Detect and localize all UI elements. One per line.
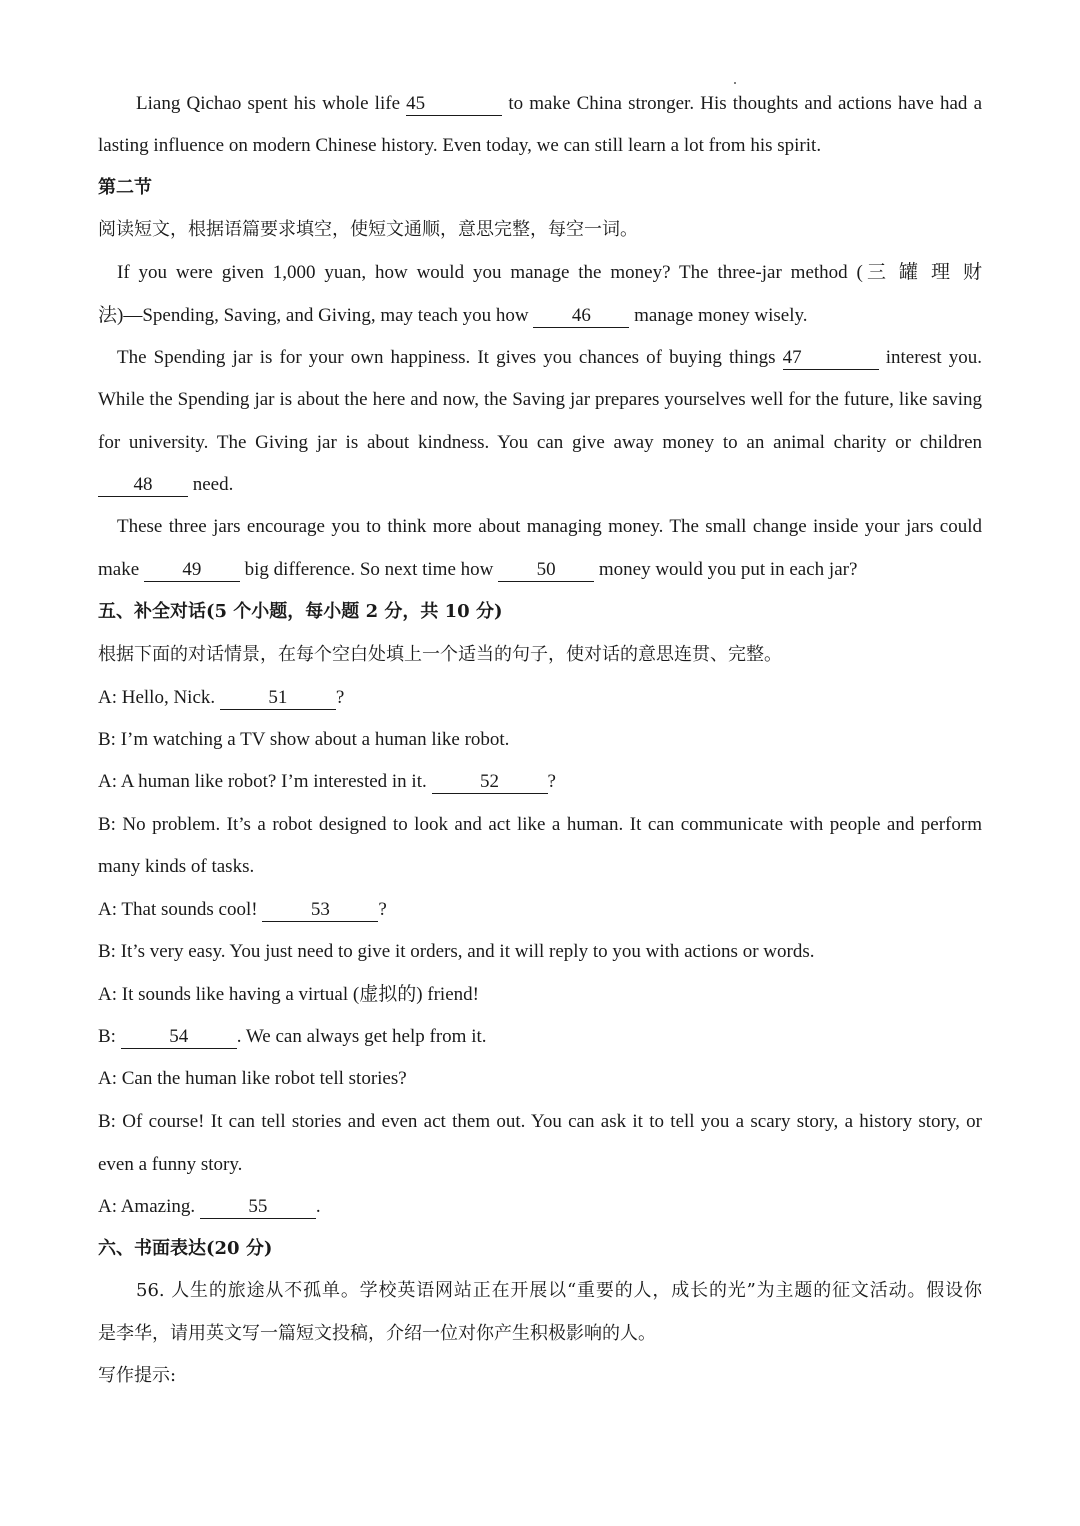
dialogue-line-5: many kinds of tasks. (98, 856, 255, 877)
dialogue-line-2: B: I’m watching a TV show about a human like robot. (98, 729, 510, 750)
blank-46[interactable]: 46 (533, 305, 629, 328)
cloze-line-1: If you were given 1,000 yuan, how would you manage the money? The three-jar method (三 罐 理 财 (117, 262, 982, 283)
cloze-line-8: make 49 big difference. So next time how 50 money would you put in each jar? (98, 559, 858, 580)
part5-title: 五、补全对话(5 个小题，每小题 2 分，共 10 分) (98, 601, 503, 622)
blank-48[interactable]: 48 (98, 474, 188, 497)
blank-50[interactable]: 50 (498, 559, 594, 582)
passage-line-1: Liang Qichao spent his whole life 45 to make China stronger. His thoughts and actions have had a (136, 93, 983, 114)
part6-title: 六、书面表达(20 分) (98, 1238, 273, 1259)
passage-line-2: lasting influence on modern Chinese history. Even today, we can still learn a lot from his spirit. (98, 135, 822, 156)
dialogue-line-9: B: 54 . We can always get help from it. (98, 1026, 487, 1047)
part5-instruction: 根据下面的对话情景，在每个空白处填上一个适当的句子，使对话的意思连贯、完整。 (98, 644, 782, 665)
blank-47[interactable]: 47 (783, 347, 879, 370)
question-56-line-2: 是李华，请用英文写一篇短文投稿，介绍一位对你产生积极影响的人。 (98, 1323, 656, 1344)
dialogue-line-3: A: A human like robot? I’m interested in it. 52 ? (98, 771, 556, 792)
dialogue-line-10: A: Can the human like robot tell stories? (98, 1068, 407, 1089)
dialogue-line-7: B: It’s very easy. You just need to give it orders, and it will reply to you with actions or words. (98, 941, 815, 962)
blank-54[interactable]: 54 (121, 1026, 237, 1049)
blank-55[interactable]: 55 (200, 1196, 316, 1219)
cloze-line-6: 48 need. (98, 471, 982, 499)
dialogue-line-6: A: That sounds cool! 53 ? (98, 899, 387, 920)
dialogue-line-12: even a funny story. (98, 1154, 243, 1175)
cloze-line-4: While the Spending jar is about the here and now, the Saving jar prepares yourselves well for the future, like saving (98, 389, 982, 410)
cloze-line-3: The Spending jar is for your own happiness. It gives you chances of buying things 47 interest you. (117, 347, 983, 368)
section-title: 第二节 (98, 177, 152, 198)
blank-49[interactable]: 49 (144, 559, 240, 582)
section-instruction: 阅读短文，根据语篇要求填空，使短文通顺，意思完整，每空一词。 (98, 219, 638, 240)
cloze-line-2: 法)—Spending, Saving, and Giving, may teach you how 46 manage money wisely. (98, 305, 808, 326)
dialogue-line-1: A: Hello, Nick. 51 ? (98, 687, 345, 708)
dialogue-line-8: A: It sounds like having a virtual (虚拟的) friend! (98, 984, 479, 1005)
writing-hint-label: 写作提示: (98, 1365, 177, 1386)
blank-52[interactable]: 52 (432, 771, 548, 794)
dialogue-line-4: B: No problem. It’s a robot designed to look and act like a human. It can communicate with people and perform (98, 814, 982, 835)
dialogue-line-11: B: Of course! It can tell stories and even act them out. You can ask it to tell you a scary story, a history story, or (98, 1111, 982, 1132)
dialogue-line-13: A: Amazing. 55 . (98, 1196, 321, 1217)
cloze-line-7: These three jars encourage you to think more about managing money. The small change inside your jars could (117, 516, 982, 537)
question-56-line-1: 56. 人生的旅途从不孤单。学校英语网站正在开展以“重要的人，成长的光”为主题的征文活动。假设你 (136, 1280, 982, 1301)
cloze-line-5: for university. The Giving jar is about kindness. You can give away money to an animal charity or children (98, 432, 982, 453)
speck (734, 82, 736, 84)
blank-53[interactable]: 53 (262, 899, 378, 922)
blank-51[interactable]: 51 (220, 687, 336, 710)
blank-45[interactable]: 45 (406, 93, 502, 116)
